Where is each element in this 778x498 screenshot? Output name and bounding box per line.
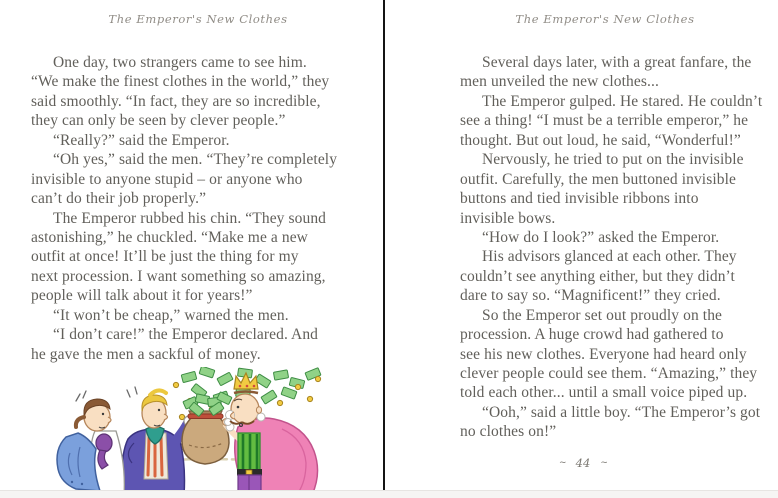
flourish-right-icon: ~ bbox=[600, 458, 607, 468]
text-line: he gave the men a sackful of money. bbox=[31, 345, 261, 363]
text-line: clever people could see them. “Amazing,” they bbox=[460, 365, 758, 382]
advisor-figure bbox=[57, 391, 124, 495]
text-line: The Emperor rubbed his chin. “They sound bbox=[53, 209, 327, 227]
text-line: His advisors glanced at each other. They bbox=[482, 248, 737, 266]
flourish-left-icon: ~ bbox=[559, 458, 566, 468]
text-line: invisible to anyone stupid – or anyone who bbox=[31, 170, 303, 188]
text-line: men unveiled the new clothes... bbox=[460, 73, 659, 91]
page-number: 44 bbox=[575, 456, 591, 470]
text-line: can’t do their job properly.” bbox=[31, 190, 207, 208]
text-line: “It won’t be cheap,” warned the men. bbox=[53, 306, 289, 324]
story-illustration bbox=[42, 367, 360, 495]
text-line: see his new clothes. Everyone had heard only bbox=[460, 345, 747, 363]
page-number-ornament bbox=[438, 452, 728, 471]
left-page bbox=[0, 0, 383, 498]
text-line: told each other... until a small voice piped up. bbox=[460, 384, 748, 402]
text-line: The Emperor gulped. He stared. He couldn’t bbox=[482, 92, 763, 110]
window-bottom-edge bbox=[0, 490, 778, 498]
running-header: The Emperor's New Clothes bbox=[515, 12, 695, 26]
left-page-text bbox=[31, 53, 365, 364]
text-line: outfit. Carefully, the men buttoned invisible bbox=[460, 170, 736, 188]
text-line: said smoothly. “In fact, they are so incredible, bbox=[31, 92, 321, 110]
text-line: procession. A huge crowd had gathered to bbox=[460, 326, 724, 344]
text-line: next procession. I want something so amazing, bbox=[31, 267, 326, 285]
text-line: Nervously, he tried to put on the invisible bbox=[482, 151, 744, 169]
text-line: astonishing,” he chuckled. “Make me a new bbox=[31, 228, 308, 246]
text-line: Several days later, with a great fanfare, the bbox=[482, 54, 752, 71]
text-line: So the Emperor set out proudly on the bbox=[482, 306, 723, 324]
text-line: people will talk about it for years!” bbox=[31, 287, 253, 305]
text-line: thought. But out loud, he said, “Wonderful!” bbox=[460, 131, 741, 149]
right-page-text bbox=[460, 53, 763, 442]
text-line: couldn’t see anything either, but they didn’t bbox=[460, 267, 735, 285]
text-line: “How do I look?” asked the Emperor. bbox=[482, 228, 720, 246]
text-line: dare to say so. “Magnificent!” they cried. bbox=[460, 287, 721, 305]
text-line: “Really?” said the Emperor. bbox=[53, 131, 230, 149]
text-line: One day, two strangers came to see him. bbox=[53, 54, 307, 71]
text-line: no clothes on!” bbox=[460, 423, 557, 441]
text-line: “I don’t care!” the Emperor declared. And bbox=[53, 326, 319, 344]
running-header: The Emperor's New Clothes bbox=[108, 12, 288, 26]
text-line: invisible bows. bbox=[460, 209, 556, 227]
text-line: buttons and tied invisible ribbons into bbox=[460, 190, 699, 208]
text-line: they can only be seen by clever people.” bbox=[31, 112, 286, 130]
right-page bbox=[385, 0, 778, 498]
text-line: “Ooh,” said a little boy. “The Emperor’s got bbox=[482, 403, 761, 421]
text-line: “We make the finest clothes in the world,” they bbox=[31, 73, 330, 91]
text-line: see a thing! “I must be a terrible emperor,” he bbox=[460, 112, 749, 130]
text-line: outfit at once! It’ll be just the thing for my bbox=[31, 248, 299, 266]
text-line: “Oh yes,” said the men. “They’re completely bbox=[53, 151, 338, 169]
